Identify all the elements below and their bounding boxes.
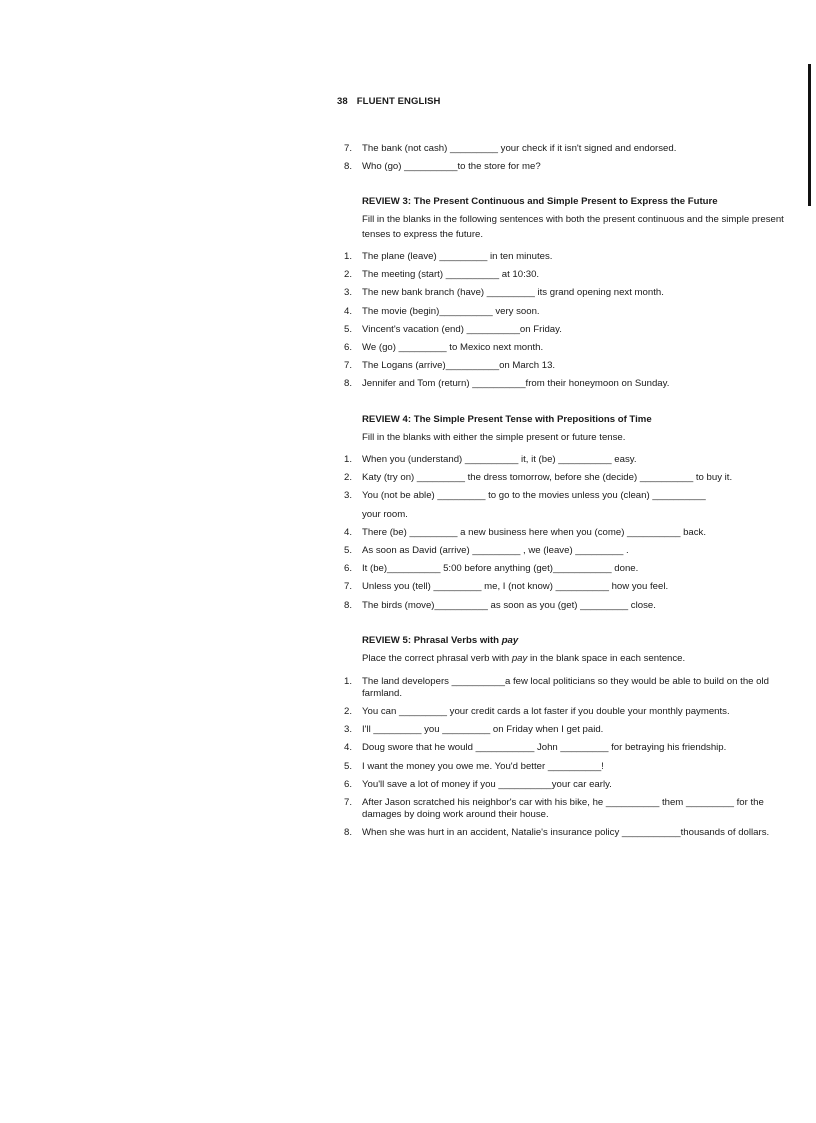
list-item: 5. As soon as David (arrive) _________ , we (leave) _________ . (344, 545, 629, 557)
list-item: 5. Vincent's vacation (end) __________on Friday. (344, 323, 562, 335)
list-item: 8. The birds (move)__________ as soon as you (get) _________ close. (344, 599, 656, 611)
list-item: 2. Katy (try on) _________ the dress tomorrow, before she (decide) __________ to buy it. (344, 472, 733, 484)
list-item: 4. Doug swore that he would ___________ John _________ for betraying his friendship. (344, 742, 727, 754)
list-item: 6. We (go) _________ to Mexico next month. (344, 342, 544, 354)
list-item: 8. Who (go) __________to the store for me? (344, 161, 541, 173)
review-3-title: REVIEW 3: The Present Continuous and Simple Present to Express the Future (362, 196, 718, 207)
list-item: 3. The new bank branch (have) _________ its grand opening next month. (344, 287, 664, 299)
review-5-list (344, 673, 794, 842)
review-4-title: REVIEW 4: The Simple Present Tense with Prepositions of Time (362, 414, 652, 425)
book-title: FLUENT ENGLISH (356, 96, 441, 107)
list-item: 6. You'll save a lot of money if you __________your car early. (344, 778, 612, 790)
review-5-instruction-emphasis: pay (511, 653, 528, 664)
review-3-instruction: Fill in the blanks in the following sentences with both the present continuous and the simple present tenses to express the future. (362, 214, 784, 240)
list-item: 8. When she was hurt in an accident, Natalie's insurance policy ___________thousands of dollars. (344, 827, 770, 839)
review-4-list (344, 451, 794, 615)
list-item: 8. Jennifer and Tom (return) __________from their honeymoon on Sunday. (344, 378, 670, 390)
list-item: 7. After Jason scratched his neighbor's car with his bike, he __________ them _________ for the damages by doing work around their house. (344, 797, 764, 821)
list-item: 7. The bank (not cash) _________ your check if it isn't signed and endorsed. (344, 143, 677, 154)
previous-review-items (344, 140, 794, 176)
review-4-heading (362, 413, 792, 446)
running-header (337, 96, 441, 107)
list-item: 3. I'll _________ you _________ on Friday when I get paid. (344, 724, 604, 736)
list-item: 2. You can _________ your credit cards a lot faster if you double your monthly payments. (344, 706, 730, 717)
page-number: 38 (337, 96, 348, 107)
review-4-instruction: Fill in the blanks with either the simple present or future tense. (362, 432, 626, 443)
list-item: 1. The land developers __________a few local politicians so they would be able to build on the old farmland. (344, 676, 769, 699)
review-3-list (344, 248, 794, 394)
list-item: 3. You (not be able) _________ to go to the movies unless you (clean) __________ (344, 490, 706, 502)
review-5-title-emphasis: pay (501, 635, 519, 646)
list-item: 1. The plane (leave) _________ in ten minutes. (344, 251, 553, 262)
list-item: 1. When you (understand) __________ it, it (be) __________ easy. (344, 454, 637, 465)
review-5-instruction: Place the correct phrasal verb with pay in the blank space in each sentence. (362, 653, 686, 664)
list-item: 7. The Logans (arrive)__________on March 13. (344, 360, 556, 372)
review-5-title: REVIEW 5: Phrasal Verbs with pay (362, 635, 519, 646)
list-item: 5. I want the money you owe me. You'd better __________! (344, 760, 604, 772)
review-5-heading (362, 634, 792, 667)
list-item: 4. The movie (begin)__________ very soon. (344, 305, 540, 317)
list-item: 2. The meeting (start) __________ at 10:30. (344, 269, 540, 281)
review-3-heading (362, 195, 792, 242)
list-item: 6. It (be)__________ 5:00 before anything (get)___________ done. (344, 563, 639, 575)
list-item-continuation: your room. (362, 508, 408, 520)
page-edge-bar (808, 64, 811, 206)
list-item: 7. Unless you (tell) _________ me, I (not know) __________ how you feel. (344, 581, 669, 593)
list-item: 4. There (be) _________ a new business here when you (come) __________ back. (344, 526, 707, 538)
